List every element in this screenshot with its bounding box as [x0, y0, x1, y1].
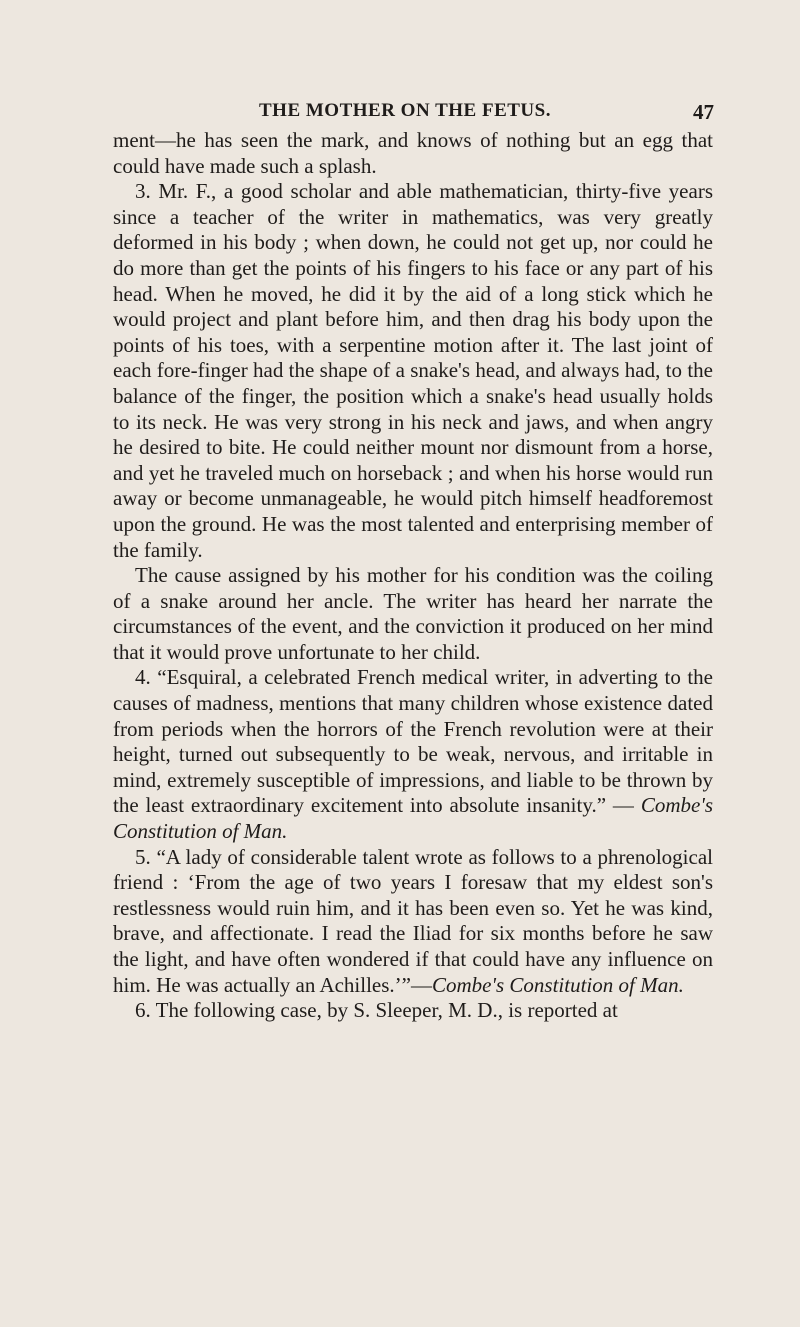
paragraph-case-4 — [113, 665, 713, 844]
paragraph-text: 6. The following case, by S. Sleeper, M. D., is reported at — [135, 998, 618, 1023]
paragraph-case-3 — [113, 179, 713, 563]
paragraph-case-5 — [113, 845, 713, 999]
body-text — [113, 128, 713, 1024]
paragraph-text: 4. “Esquiral, a celebrated French medical writer, in adverting to the causes of madness, mentions that many children whose existence dated from periods when the horrors of the French revolution were at their height, turned out subsequently to be weak, nervous, and irritable in mind, extremely susceptible of impressions, and liable to be thrown by the least extraordinary excitement into absolute insanity.” — — [113, 665, 713, 818]
page-number: 47 — [693, 100, 714, 124]
paragraph-text: 3. Mr. F., a good scholar and able mathematician, thirty-five years since a teacher of the writer in mathematics, was very greatly deformed in his body ; when down, he could not get up, nor could he do more than get the points of his fingers to his face or any part of his head. When he moved, he did it by the aid of a long stick which he would project and plant before him, and then drag his body upon the points of his toes, with a serpentine motion after it. The last joint of each fore-finger had the shape of a snake's head, and always had, to the balance of the finger, the position which a snake's head usually holds to its neck. He was very strong in his neck and jaws, and when angry he desired to bite. He could neither mount nor dismount from a horse, and yet he traveled much on horseback ; and when his horse would run away or become unmanageable, he would pitch himself headforemost upon the ground. He was the most talented and enterprising member of the family. — [113, 179, 713, 562]
book-page — [113, 0, 713, 1024]
paragraph-text: ment—he has seen the mark, and knows of nothing but an egg that could have made such a splash. — [113, 128, 713, 178]
running-head: THE MOTHER ON THE FETUS. — [259, 100, 551, 121]
paragraph-text: The cause assigned by his mother for his condition was the coiling of a snake around her ancle. The writer has heard her narrate the circumstances of the event, and the conviction it produced on her mind that it would prove unfortunate to her child. — [113, 563, 713, 664]
citation: Combe's Constitution of Man. — [113, 793, 713, 844]
paragraph-cause — [113, 563, 713, 665]
citation: Combe's Constitution of Man. — [432, 972, 684, 997]
paragraph-case-6 — [113, 998, 713, 1024]
page-header — [113, 0, 713, 128]
paragraph-continuation — [113, 128, 713, 179]
paragraph-text: 5. “A lady of considerable talent wrote as follows to a phrenological friend : ‘From the age of two years I foresaw that my eldest son's restlessness would ruin him, and it has been even so. Yet he was kind, brave, and affectionate. I read the Iliad for six months before he saw the light, and have often wondered if that could have any influence on him. He was actually an Achilles.’”— — [113, 844, 713, 997]
